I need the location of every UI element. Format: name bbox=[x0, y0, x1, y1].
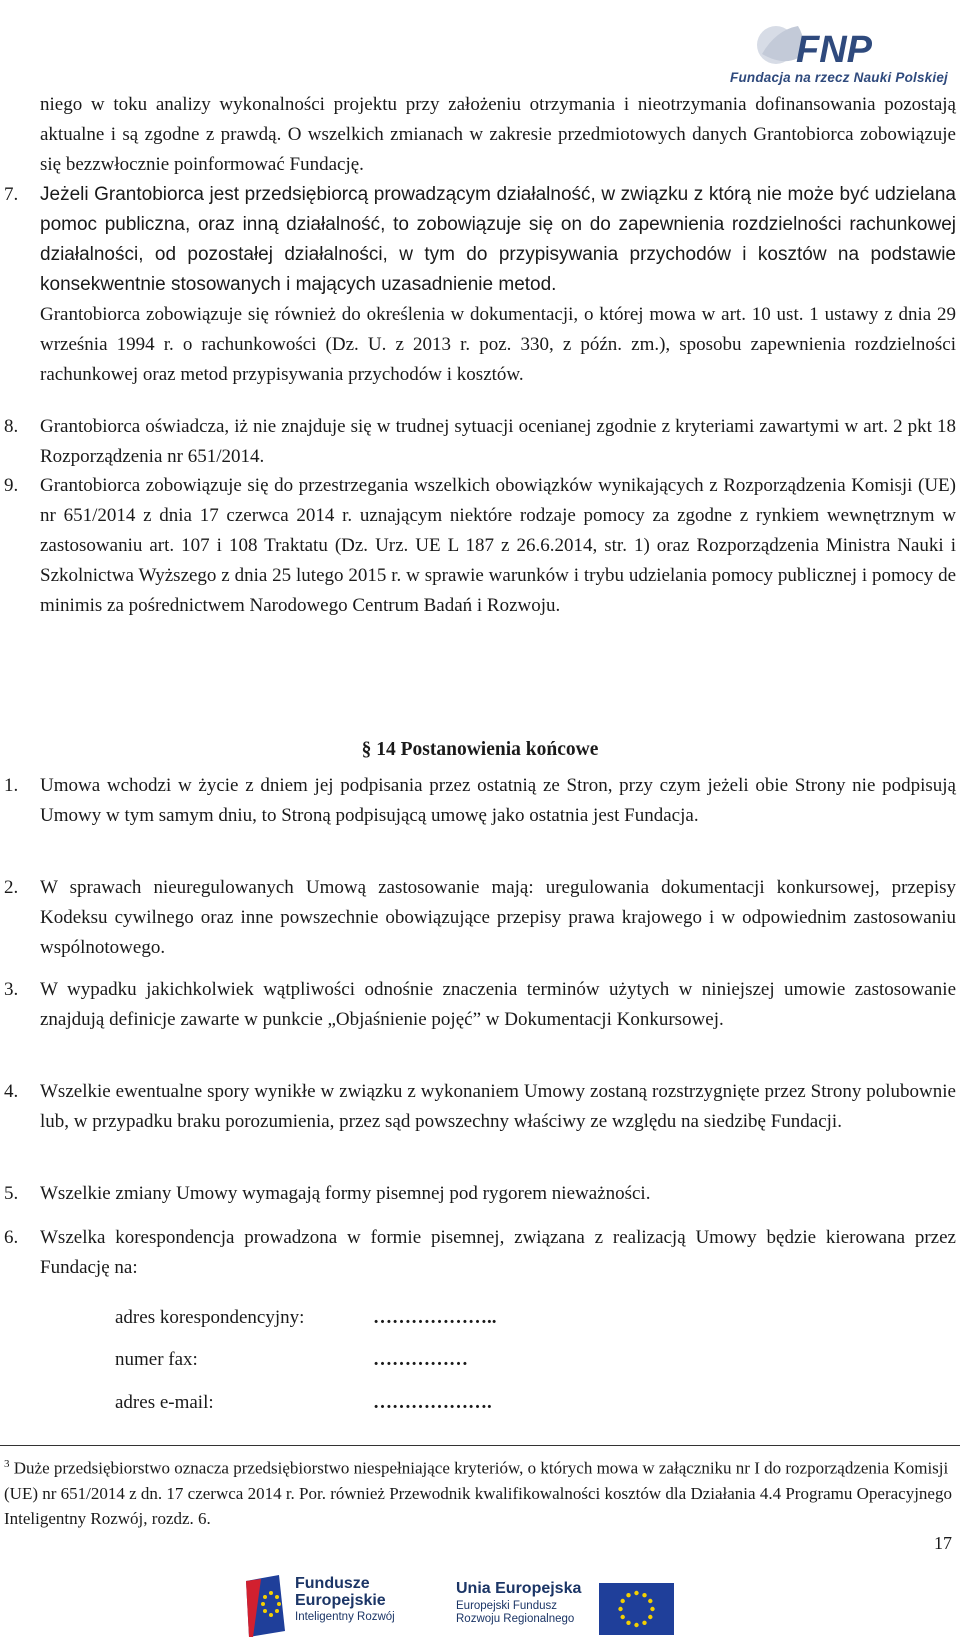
final-item-4-text: Wszelkie ewentualne spory wynikłe w związku z wykonaniem Umowy zostaną rozstrzygnięte przez Strony polubownie lub, w przypadku braku porozumienia, przez sąd powszechny właściwy ze względu na siedzibę Fundacji. bbox=[40, 1081, 956, 1132]
item-8-number: 8. bbox=[4, 416, 19, 437]
final-item-3 bbox=[40, 975, 956, 1035]
footnote-marker: 3 bbox=[4, 1458, 10, 1470]
final-item-6 bbox=[40, 1223, 956, 1283]
item-9 bbox=[40, 471, 956, 621]
final-item-2-number: 2. bbox=[4, 877, 19, 898]
item-8-text: Grantobiorca oświadcza, iż nie znajduje się w trudnej sytuacji ocenianej zgodnie z kryteriami zawartymi w art. 2 pkt 18 Rozporządzenia nr 651/2014. bbox=[40, 416, 956, 467]
ue-line3: Rozwoju Regionalnego bbox=[456, 1613, 575, 1625]
fe-line1: Fundusze bbox=[295, 1575, 370, 1592]
final-item-5 bbox=[40, 1179, 956, 1209]
address-label-postal: adres korespondencyjny: bbox=[115, 1307, 305, 1328]
item-7-text-serif: Grantobiorca zobowiązuje się również do określenia w dokumentacji, o której mowa w art. 10 ust. 1 ustawy z dnia 29 września 1994 r. o rachunkowości (Dz. U. z 2013 r. poz. 330, z późn. zm.), sposobu zapewnienia rozdzielności rachunkowej oraz metod przypisywania przychodów i kosztów. bbox=[40, 304, 956, 385]
address-value-fax: …………… bbox=[373, 1349, 468, 1370]
final-item-1-text: Umowa wchodzi w życie z dniem jej podpisania przez ostatnią ze Stron, przy czym jeżeli obie Strony nie podpisują Umowy w tym samym dniu, to Stroną podpisującą umowę jako ostatnia jest Fundacja. bbox=[40, 775, 956, 826]
fe-line2: Europejskie bbox=[295, 1592, 386, 1609]
footnote bbox=[4, 1452, 954, 1531]
ue-line2: Europejski Fundusz bbox=[456, 1600, 557, 1612]
final-item-5-text: Wszelkie zmiany Umowy wymagają formy pisemnej pod rygorem nieważności. bbox=[40, 1183, 651, 1204]
final-item-4-number: 4. bbox=[4, 1081, 19, 1102]
final-item-3-number: 3. bbox=[4, 979, 19, 1000]
page-number: 17 bbox=[934, 1533, 952, 1553]
final-item-6-number: 6. bbox=[4, 1227, 19, 1248]
final-item-3-text: W wypadku jakichkolwiek wątpliwości odnośnie znaczenia terminów użytych w niniejszej umowie zastosowanie znajdują definicje zawarte w punkcie „Objaśnienie pojęć” w Dokumentacji Konkursowej. bbox=[40, 979, 956, 1030]
footnote-text: Duże przedsiębiorstwo oznacza przedsiębiorstwo niespełniające kryteriów, o których mowa w załączniku nr I do rozporządzenia Komisji (UE) nr 651/2014 z dn. 17 czerwca 2014 r. Por. również Przewodnik kwalifikowalności kosztów dla Działania 4.4 Programu Operacyjnego Inteligentny Rozwój, rozdz. 6. bbox=[4, 1458, 952, 1528]
address-value-postal: ……………….. bbox=[373, 1307, 497, 1328]
footnote-divider bbox=[0, 1445, 960, 1446]
continuation-paragraph bbox=[40, 90, 956, 180]
item-7-text: Jeżeli Grantobiorca jest przedsiębiorcą prowadzącym działalność, w związku z którą nie może być udzielana pomoc publiczna, oraz inną działalność, to zobowiązuje się on do zapewnienia rozdzielności rachunkowej działalności, od pozostałej działalności, w tym do przypisywania przychodów i kosztów na podstawie konsekwentnie stosowanych i mających uzasadnienie metod. bbox=[40, 184, 956, 295]
final-item-5-number: 5. bbox=[4, 1183, 19, 1204]
fe-line3: Inteligentny Rozwój bbox=[295, 1611, 395, 1623]
address-value-email: ………………. bbox=[373, 1392, 492, 1413]
fnp-tagline: Fundacja na rzecz Nauki Polskiej bbox=[730, 70, 948, 85]
final-item-2-text: W sprawach nieuregulowanych Umową zastosowanie mają: uregulowania dokumentacji konkursowej, przepisy Kodeksu cywilnego oraz inne powszechnie obowiązujące przepisy prawa krajowego i w odpowiednim zastosowaniu wspólnotowego. bbox=[40, 877, 956, 958]
address-label-fax: numer fax: bbox=[115, 1349, 198, 1370]
eu-logo-text bbox=[456, 1578, 581, 1626]
final-item-4 bbox=[40, 1077, 956, 1137]
continuation-text: niego w toku analizy wykonalności projektu przy założeniu otrzymania i nieotrzymania dofinansowania pozostają aktualne i są zgodne z prawdą. O wszelkich zmianach w zakresie przedmiotowych danych Grantobiorca zobowiązuje się bezzwłocznie poinformować Fundację. bbox=[40, 94, 956, 175]
item-7-number: 7. bbox=[4, 184, 19, 205]
final-item-1-number: 1. bbox=[4, 775, 19, 796]
item-7 bbox=[40, 180, 956, 390]
ue-line1: Unia Europejska bbox=[456, 1580, 582, 1597]
fundusze-europejskie-flag-icon bbox=[241, 1573, 291, 1639]
item-9-text: Grantobiorca zobowiązuje się do przestrzegania wszelkich obowiązków wynikających z Rozporządzenia Komisji (UE) nr 651/2014 z dnia 17 czerwca 2014 r. uznającym niektóre rodzaje pomocy za zgodne z rynkiem wewnętrznym w zastosowaniu art. 107 i 108 Traktatu (Dz. Urz. UE L 187 z 26.6.2014, str. 1) oraz Rozporządzenia Ministra Nauki i Szkolnictwa Wyższego z dnia 25 lutego 2015 r. w sprawie warunków i trybu udzielania pomocy publicznej i pomocy de minimis za pośrednictwem Narodowego Centrum Badań i Rozwoju. bbox=[40, 475, 956, 616]
fundusze-europejskie-logo bbox=[295, 1575, 395, 1624]
final-item-6-text: Wszelka korespondencja prowadzona w formie pisemnej, związana z realizacją Umowy będzie kierowana przez Fundację na: bbox=[40, 1227, 956, 1278]
final-item-2 bbox=[40, 873, 956, 963]
section-heading: § 14 Postanowienia końcowe bbox=[361, 739, 599, 760]
eu-flag-icon bbox=[599, 1583, 674, 1635]
item-9-number: 9. bbox=[4, 475, 19, 496]
address-label-email: adres e-mail: bbox=[115, 1392, 214, 1413]
final-item-1 bbox=[40, 771, 956, 831]
fnp-logo-text: FNP bbox=[796, 29, 872, 71]
item-8 bbox=[40, 412, 956, 472]
